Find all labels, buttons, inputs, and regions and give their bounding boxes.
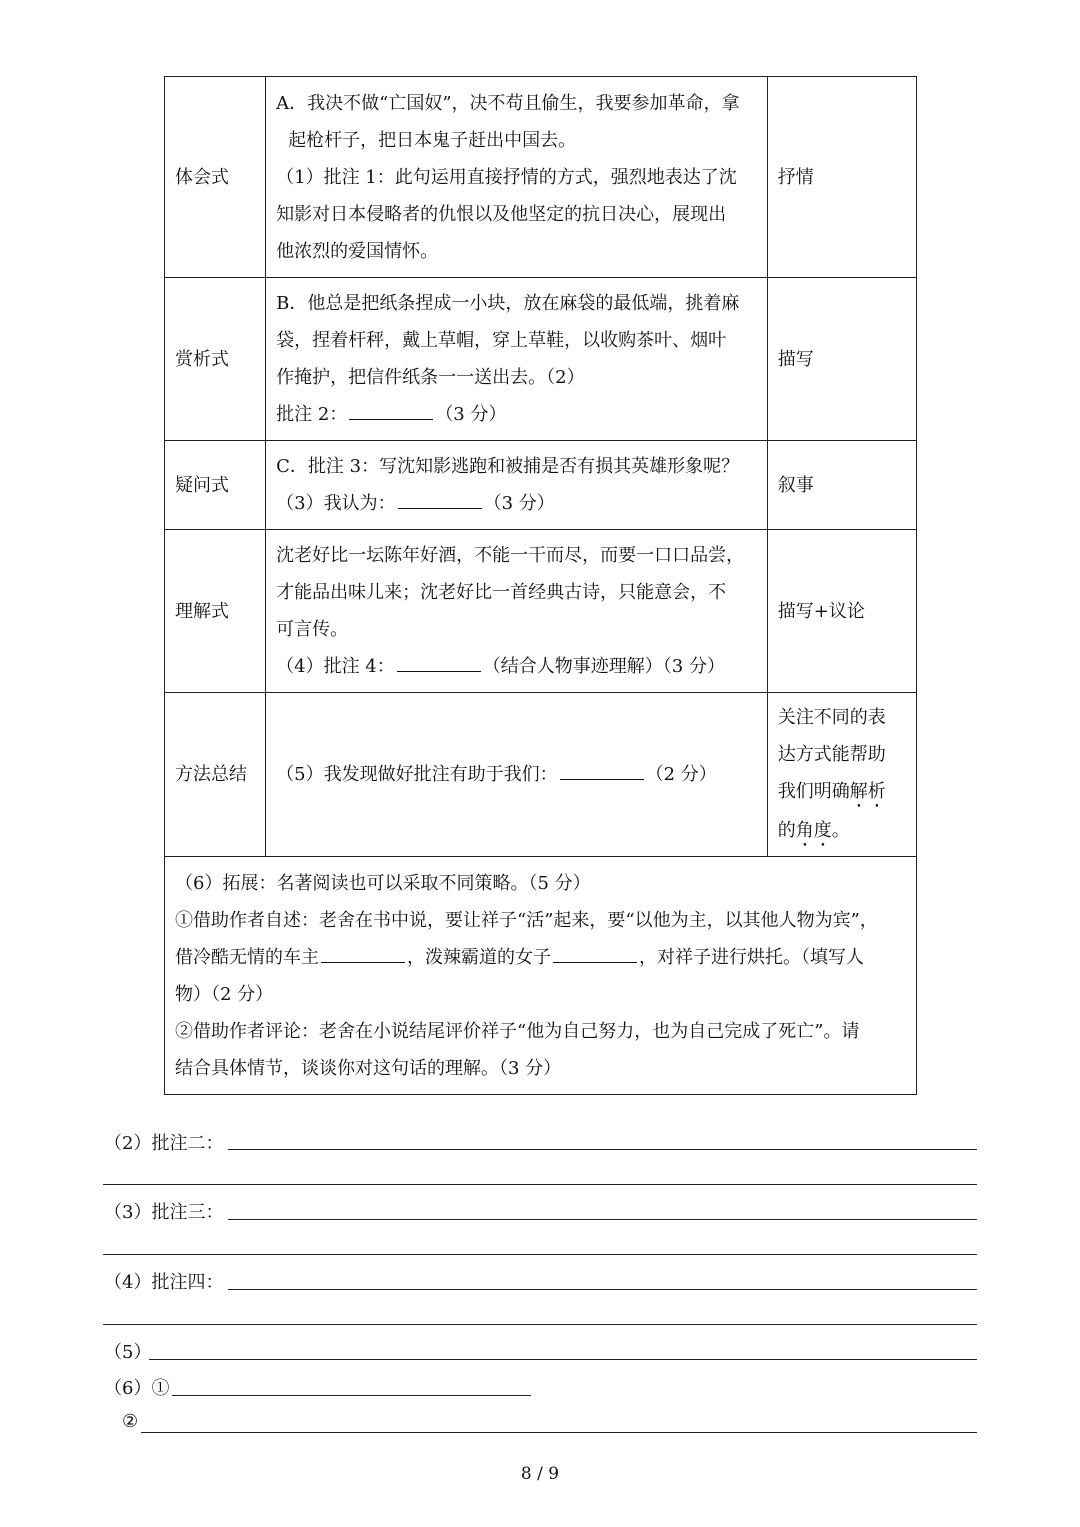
row-expression-type: 描写+议论 [767,530,916,693]
row-label: 疑问式 [165,441,266,530]
text-line: 达方式能帮助 [777,743,886,765]
row-content [266,693,768,857]
row-content [266,530,768,693]
text-line: （1）批注 1：此句运用直接抒情的方式，强烈地表达了沈 [276,166,737,188]
text-line: A．我决不做“亡国奴”，决不苟且偷生，我要参加革命，拿 [276,92,740,114]
row-expression-type: 抒情 [767,77,916,278]
answer-line[interactable] [172,1395,531,1396]
row-expression-type: 叙事 [767,441,916,530]
note-label: （3）我认为： [276,493,396,514]
answer-label-3: （3）批注三： [104,1202,224,1223]
emphasis-text: 角度 [795,819,832,841]
answer-line[interactable] [149,1359,977,1360]
text-line: B．他总是把纸条捏成一小块，放在麻袋的最低端，挑着麻 [276,293,740,314]
score-label: （3 分） [435,404,507,425]
answer-line[interactable] [228,1149,977,1150]
answer-label-6b: ② [122,1411,139,1432]
note-label: （5）我发现做好批注有助于我们： [276,764,558,785]
answer-blank[interactable] [397,653,481,672]
text-span: ，对祥子进行烘托。（填写人 [639,946,864,968]
text-line [778,812,906,851]
text-line: 可言传。 [276,619,349,640]
answer-line[interactable] [228,1219,977,1220]
emphasis-text: 解析 [849,780,886,802]
row-expression-type: 描写 [767,278,916,441]
note-label: 批注 2： [276,404,348,425]
answer-label-5: （5） [104,1342,152,1363]
text-line [276,485,757,522]
text-line: 才能品出味儿来；沈老好比一首经典古诗，只能意会，不 [276,582,727,603]
text-line: C．批注 3：写沈知影逃跑和被捕是否有损其英雄形象呢？ [276,456,740,477]
row-content [266,441,768,530]
answer-line[interactable] [103,1184,977,1185]
text-line [276,648,757,685]
answer-label-2: （2）批注二： [104,1133,224,1154]
text-line: 袋，捏着杆秤，戴上草帽，穿上草鞋，以收购茶叶、烟叶 [276,330,727,351]
text-line [276,396,757,433]
extension-content [165,857,917,1095]
extension-row [165,857,917,1095]
row-content [266,77,768,278]
answer-blank[interactable] [349,401,433,420]
text-line: 作掩护，把信件纸条一一送出去。（2） [276,367,585,388]
score-label: （结合人物事迹理解）（3 分） [482,656,725,677]
text-line: 他浓烈的爱国情怀。 [276,240,439,262]
text-span: 借冷酷无情的车主 [175,946,319,968]
answer-blank[interactable] [321,944,405,963]
answer-blank[interactable] [398,490,482,509]
row-label: 体会式 [165,77,266,278]
table-row [165,441,917,530]
score-label: （3 分） [483,493,555,514]
extension-title: （6）拓展：名著阅读也可以采取不同策略。（5 分） [175,872,591,894]
text-line: ②借助作者评论：老舍在小说结尾评价祥子“他为自己努力，也为自己完成了死亡”。请 [175,1020,860,1042]
page-number: 8 / 9 [520,1464,560,1484]
text-line: 结合具体情节，谈谈你对这句话的理解。（3 分） [175,1057,562,1079]
table-row [165,693,917,857]
text-line: 起枪杆子，把日本鬼子赶出中国去。 [288,129,577,151]
text-span: 。 [831,819,850,841]
row-label: 方法总结 [165,693,266,857]
row-label: 赏析式 [165,278,266,441]
method-summary-text [767,693,916,857]
row-content [266,278,768,441]
text-line [778,773,906,812]
text-span: 我们明确 [777,780,850,802]
table-row [165,530,917,693]
text-line: 知影对日本侵略者的仇恨以及他坚定的抗日决心，展现出 [276,203,727,225]
answer-blank[interactable] [553,944,637,963]
text-line [175,939,906,976]
answer-line[interactable] [141,1432,977,1433]
answer-blank[interactable] [560,761,644,780]
note-label: （4）批注 4： [276,656,395,677]
text-line: 沈老好比一坛陈年好酒，不能一干而尽，而要一口口品尝， [276,545,745,566]
answer-label-4: （4）批注四： [104,1272,224,1293]
row-label: 理解式 [165,530,266,693]
answer-label-6: （6）① [104,1378,170,1399]
score-label: （2 分） [645,764,717,785]
text-line: ①借助作者自述：老舍在书中说，要让祥子“活”起来，要“以他为主，以其他人物为宾”， [175,909,878,931]
table-row [165,278,917,441]
text-line: 物）（2 分） [175,983,274,1005]
text-span: 的 [777,819,796,841]
text-line: 关注不同的表 [777,706,886,728]
annotation-table [164,76,917,1095]
answer-line[interactable] [103,1254,977,1255]
table-row [165,77,917,278]
answer-line[interactable] [103,1324,977,1325]
answer-line[interactable] [228,1289,977,1290]
text-span: ，泼辣霸道的女子 [407,946,551,968]
